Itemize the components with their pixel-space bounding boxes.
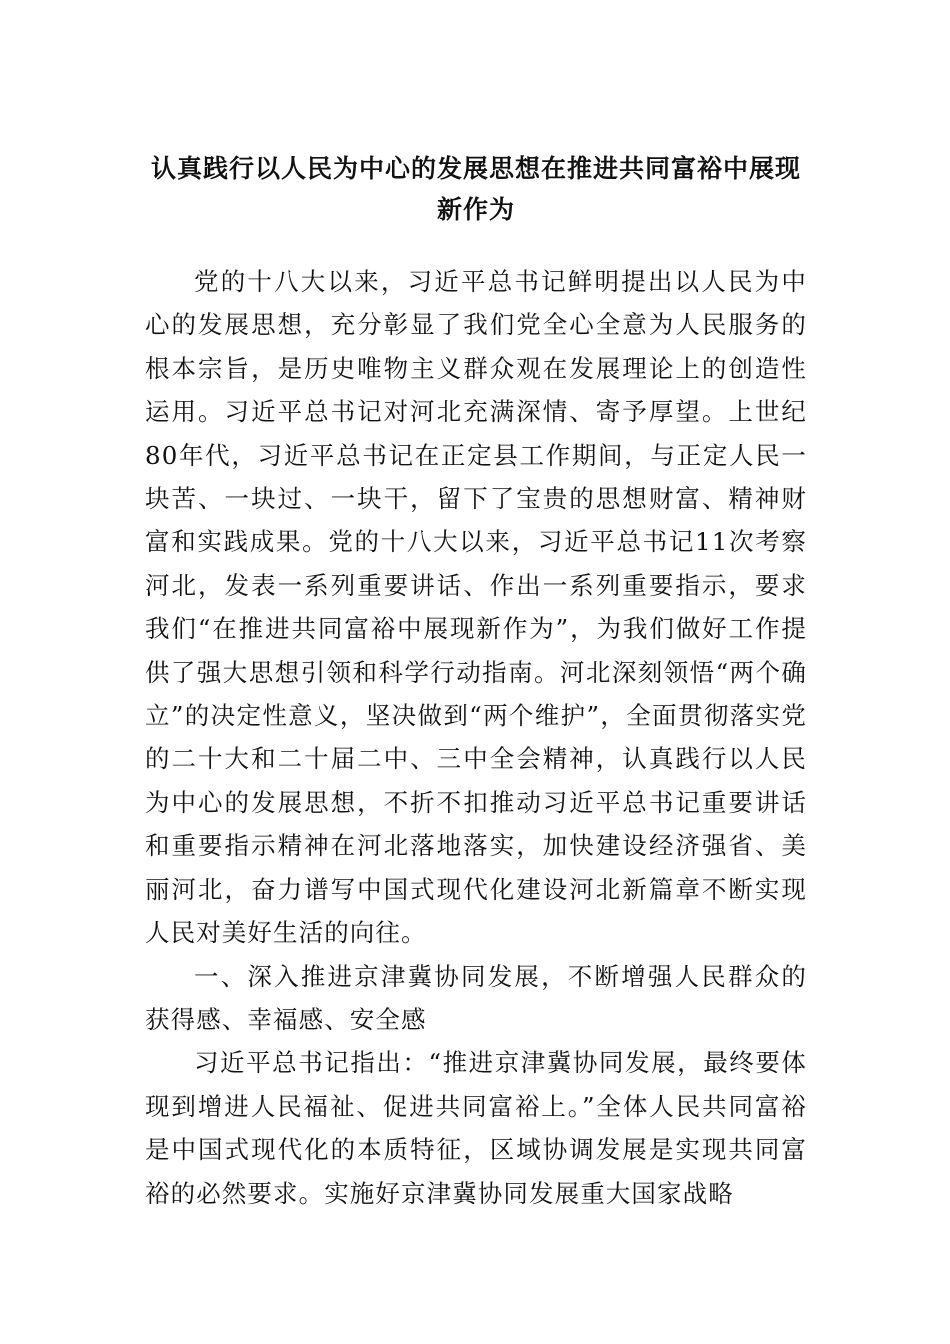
paragraph-intro: 党的十八大以来，习近平总书记鲜明提出以人民为中心的发展思想，充分彰显了我们党全心全意为人民服务的根本宗旨，是历史唯物主义群众观在发展理论上的创造性运用。习近平总书记对河北充满深情、寄予厚望。上世纪80年代，习近平总书记在正定县工作期间，与正定人民一块苦、一块过、一块干，留下了宝贵的思想财富、精神财富和实践成果。党的十八大以来，习近平总书记11次考察河北，发表一系列重要讲话、作出一系列重要指示，要求我们“在推进共同富裕中展现新作为”，为我们做好工作提供了强大思想引领和科学行动指南。河北深刻领悟“两个确立”的决定性意义，坚决做到“两个维护”，全面贯彻落实党的二十大和二十届二中、三中全会精神，认真践行以人民为中心的发展思想，不折不扣推动习近平总书记重要讲话和重要指示精神在河北落地落实，加快建设经济强省、美丽河北，奋力谱写中国式现代化建设河北新篇章不断实现人民对美好生活的向往。 (145, 267, 807, 948)
document-body (145, 260, 807, 1215)
section-heading-1: 一、深入推进京津冀协同发展，不断增强人民群众的获得感、幸福感、安全感 (145, 961, 807, 1034)
document-title: 认真践行以人民为中心的发展思想在推进共同富裕中展现新作为 (150, 154, 801, 224)
paragraph-section-1: 习近平总书记指出：“推进京津冀协同发展，最终要体现到增进人民福祉、促进共同富裕上。”全体人民共同富裕是中国式现代化的本质特征，区域协调发展是实现共同富裕的必然要求。实施好京津冀协同发展重大国家战略 (145, 1048, 807, 1208)
